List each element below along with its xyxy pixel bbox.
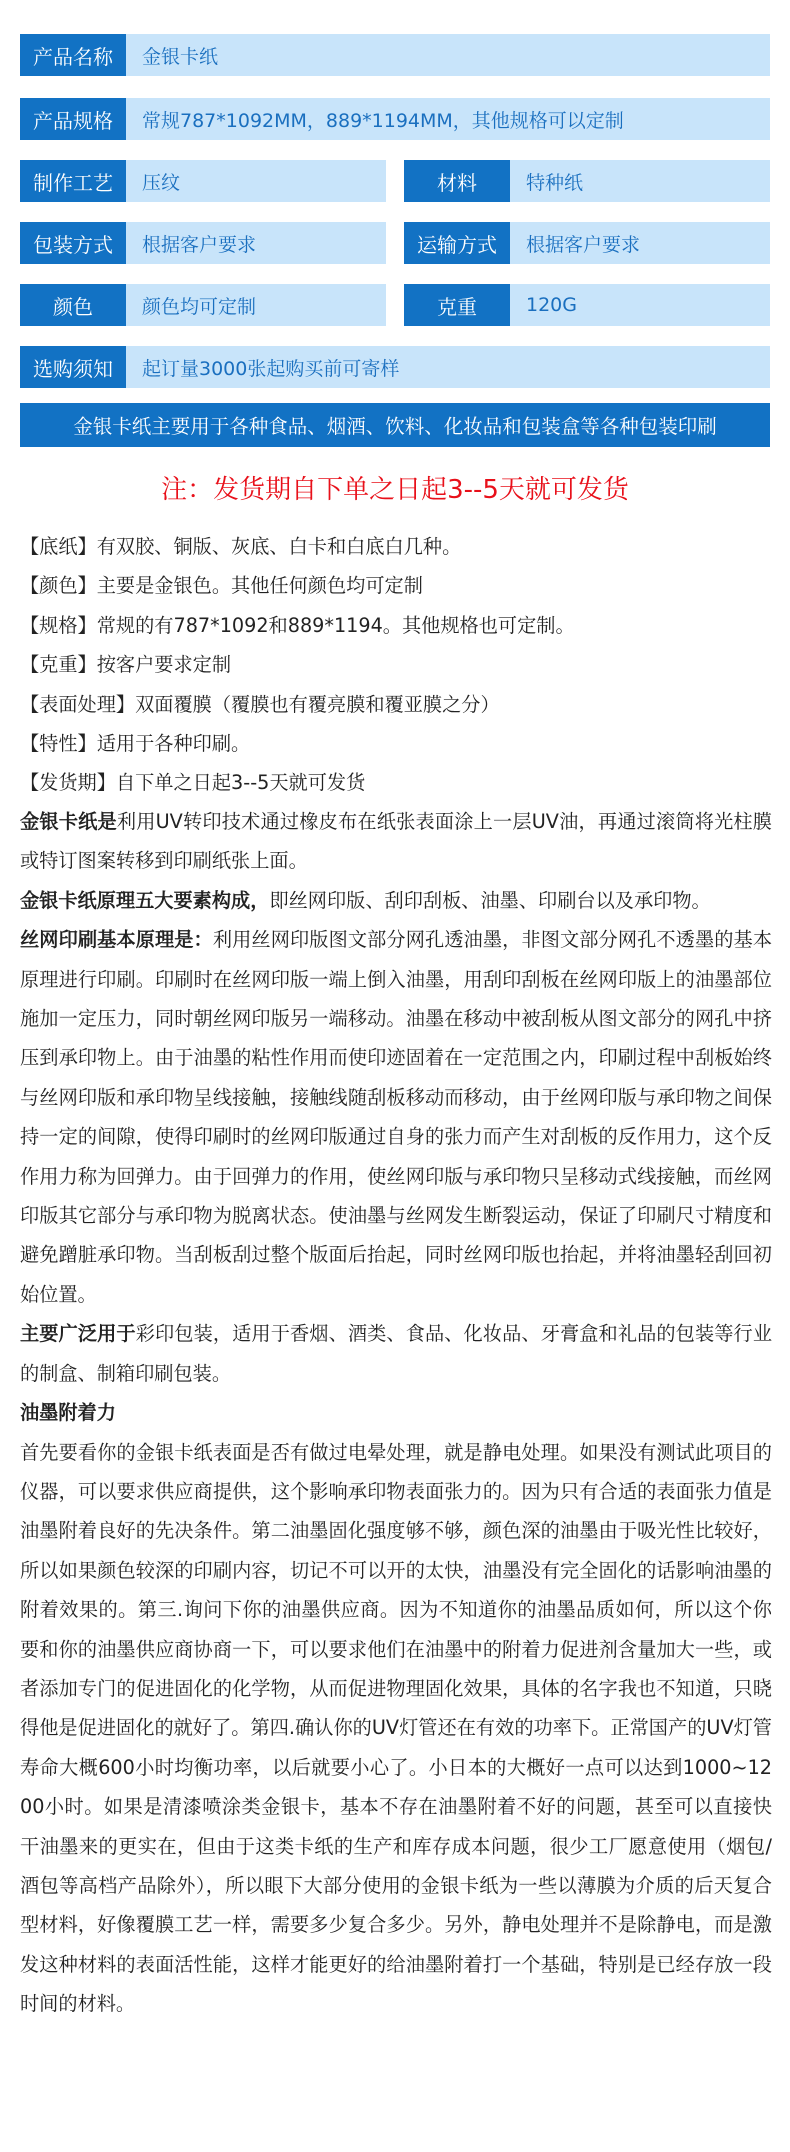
paragraph: [20, 920, 772, 1314]
spec-value: 特种纸: [510, 160, 770, 202]
spec-row-material: [404, 160, 770, 202]
spec-value: 起订量3000张起购买前可寄样: [126, 346, 770, 388]
section-heading: [20, 1393, 772, 1432]
paragraph-text: 首先要看你的金银卡纸表面是否有做过电晕处理，就是静电处理。如果没有测试此项目的仪器，可以要求供应商提供，这个影响承印物表面张力的。因为只有合适的表面张力值是油墨附着良好的先决条件。第二油墨固化强度够不够，颜色深的油墨由于吸光性比较好，所以如果颜色较深的印刷内容，切记不可以开的太快，油墨没有完全固化的话影响油墨的附着效果的。第三.询问下你的油墨供应商。因为不知道你的油墨品质如何，所以这个你要和你的油墨供应商协商一下，可以要求他们在油墨中的附着力促进剂含量加大一些，或者添加专门的促进固化的化学物，从而促进物理固化效果，具体的名字我也不知道，只晓得他是促进固化的就好了。第四.确认你的UV灯管还在有效的功率下。正常国产的UV灯管寿命大概600小时均衡功率，以后就要小心了。小日本的大概好一点可以达到1000~1200小时。如果是清漆喷涂类金银卡，基本不存在油墨附着不好的问题，甚至可以直接快干油墨来的更实在，但由于这类卡纸的生产和库存成本问题，很少工厂愿意使用（烟包/酒包等高档产品除外），所以眼下大部分使用的金银卡纸为一些以薄膜为介质的后天复合型材料，好像覆膜工艺一样，需要多少复合多少。另外，静电处理并不是除静电，而是激发这种材料的表面活性能，这样才能更好的给油墨附着打一个基础，特别是已经存放一段时间的材料。: [20, 1440, 772, 2016]
info-list: [20, 527, 770, 803]
info-item: [20, 763, 770, 802]
info-item: [20, 566, 770, 605]
info-text: 双面覆膜（覆膜也有覆亮膜和覆亚膜之分）: [135, 692, 500, 716]
info-item: [20, 645, 770, 684]
article-body: [20, 802, 772, 2024]
spec-row-shipping: [404, 222, 770, 264]
paragraph-lead: 主要广泛用于: [20, 1322, 136, 1346]
paragraph-lead: 金银卡纸是: [20, 810, 117, 833]
spec-row-color: [20, 284, 386, 326]
info-key: 【表面处理】: [20, 692, 136, 716]
paragraph-lead: 金银卡纸原理五大要素构成，: [20, 888, 270, 912]
info-text: 有双胶、铜版、灰底、白卡和白底白几种。: [96, 535, 462, 558]
spec-label: 材料: [404, 160, 510, 202]
spec-value: 压纹: [126, 160, 386, 202]
info-key: 【底纸】: [20, 535, 97, 558]
spec-row-product-spec: [20, 98, 770, 140]
spec-value: 根据客户要求: [510, 222, 770, 264]
info-item: [20, 527, 770, 566]
paragraph: [20, 802, 772, 881]
info-item: [20, 685, 770, 724]
shipping-notice: 注：发货期自下单之日起3--5天就可发货: [161, 475, 629, 505]
paragraph-lead: 丝网印刷基本原理是：: [20, 928, 213, 952]
info-text: 按客户要求定制: [96, 653, 232, 677]
paragraph-text: 彩印包装，适用于香烟、酒类、食品、化妆品、牙膏盒和礼品的包装等行业的制盒、制箱印刷包装。: [20, 1322, 773, 1385]
spec-row-product-name: [20, 34, 770, 76]
spec-label: 选购须知: [20, 346, 126, 388]
paragraph-text: 利用UV转印技术通过橡皮布在纸张表面涂上一层UV油，再通过滚筒将光柱膜或特订图案转移到印刷纸张上面。: [20, 810, 772, 873]
spec-value: 120G: [510, 284, 770, 326]
spec-value: 金银卡纸: [126, 34, 770, 76]
info-key: 【克重】: [20, 653, 97, 677]
spec-row-purchase-notes: [20, 346, 770, 388]
paragraph: [20, 1433, 772, 2024]
info-key: 【特性】: [20, 732, 97, 756]
spec-label: 克重: [404, 284, 510, 326]
spec-row-packaging: [20, 222, 386, 264]
spec-value: 颜色均可定制: [126, 284, 386, 326]
info-text: 主要是金银色。其他任何颜色均可定制: [96, 574, 423, 598]
info-key: 【发货期】: [20, 771, 116, 795]
spec-label: 产品规格: [20, 98, 126, 140]
spec-label: 产品名称: [20, 34, 126, 76]
paragraph-text: 即丝网印版、刮印刮板、油墨、印刷台以及承印物。: [269, 888, 711, 912]
paragraph: [20, 881, 772, 920]
spec-label: 包装方式: [20, 222, 126, 264]
paragraph: [20, 1314, 772, 1393]
spec-label: 颜色: [20, 284, 126, 326]
info-key: 【颜色】: [20, 574, 97, 598]
spec-value: 常规787*1092MM，889*1194MM，其他规格可以定制: [126, 98, 770, 140]
info-text: 常规的有787*1092和889*1194。其他规格也可定制。: [96, 613, 575, 637]
info-item: [20, 724, 770, 763]
spec-label: 运输方式: [404, 222, 510, 264]
spec-label: 制作工艺: [20, 160, 126, 202]
spec-row-weight: [404, 284, 770, 326]
info-key: 【规格】: [20, 613, 97, 637]
paragraph-text: 利用丝网印版图文部分网孔透油墨，非图文部分网孔不透墨的基本原理进行印刷。印刷时在丝网印版一端上倒入油墨，用刮印刮板在丝网印版上的油墨部位施加一定压力，同时朝丝网印版另一端移动。油墨在移动中被刮板从图文部分的网孔中挤压到承印物上。由于油墨的粘性作用而使印迹固着在一定范围之内，印刷过程中刮板始终与丝网印版和承印物呈线接触，接触线随刮板移动而移动，由于丝网印版与承印物之间保持一定的间隙，使得印刷时的丝网印版通过自身的张力而产生对刮板的反作用力，这个反作用力称为回弹力。由于回弹力的作用，使丝网印版与承印物只呈移动式线接触，而丝网印版其它部分与承印物为脱离状态。使油墨与丝网发生断裂运动，保证了印刷尺寸精度和避免蹭脏承印物。当刮板刮过整个版面后抬起，同时丝网印版也抬起，并将油墨轻刮回初始位置。: [20, 928, 773, 1306]
info-text: 自下单之日起3--5天就可发货: [115, 771, 366, 795]
spec-value: 根据客户要求: [126, 222, 386, 264]
info-text: 适用于各种印刷。: [96, 732, 251, 756]
spec-row-craft: [20, 160, 386, 202]
paragraph-lead: 油墨附着力: [20, 1401, 116, 1425]
usage-banner: 金银卡纸主要用于各种食品、烟酒、饮料、化妆品和包装盒等各种包装印刷: [20, 403, 770, 447]
info-item: [20, 606, 770, 645]
